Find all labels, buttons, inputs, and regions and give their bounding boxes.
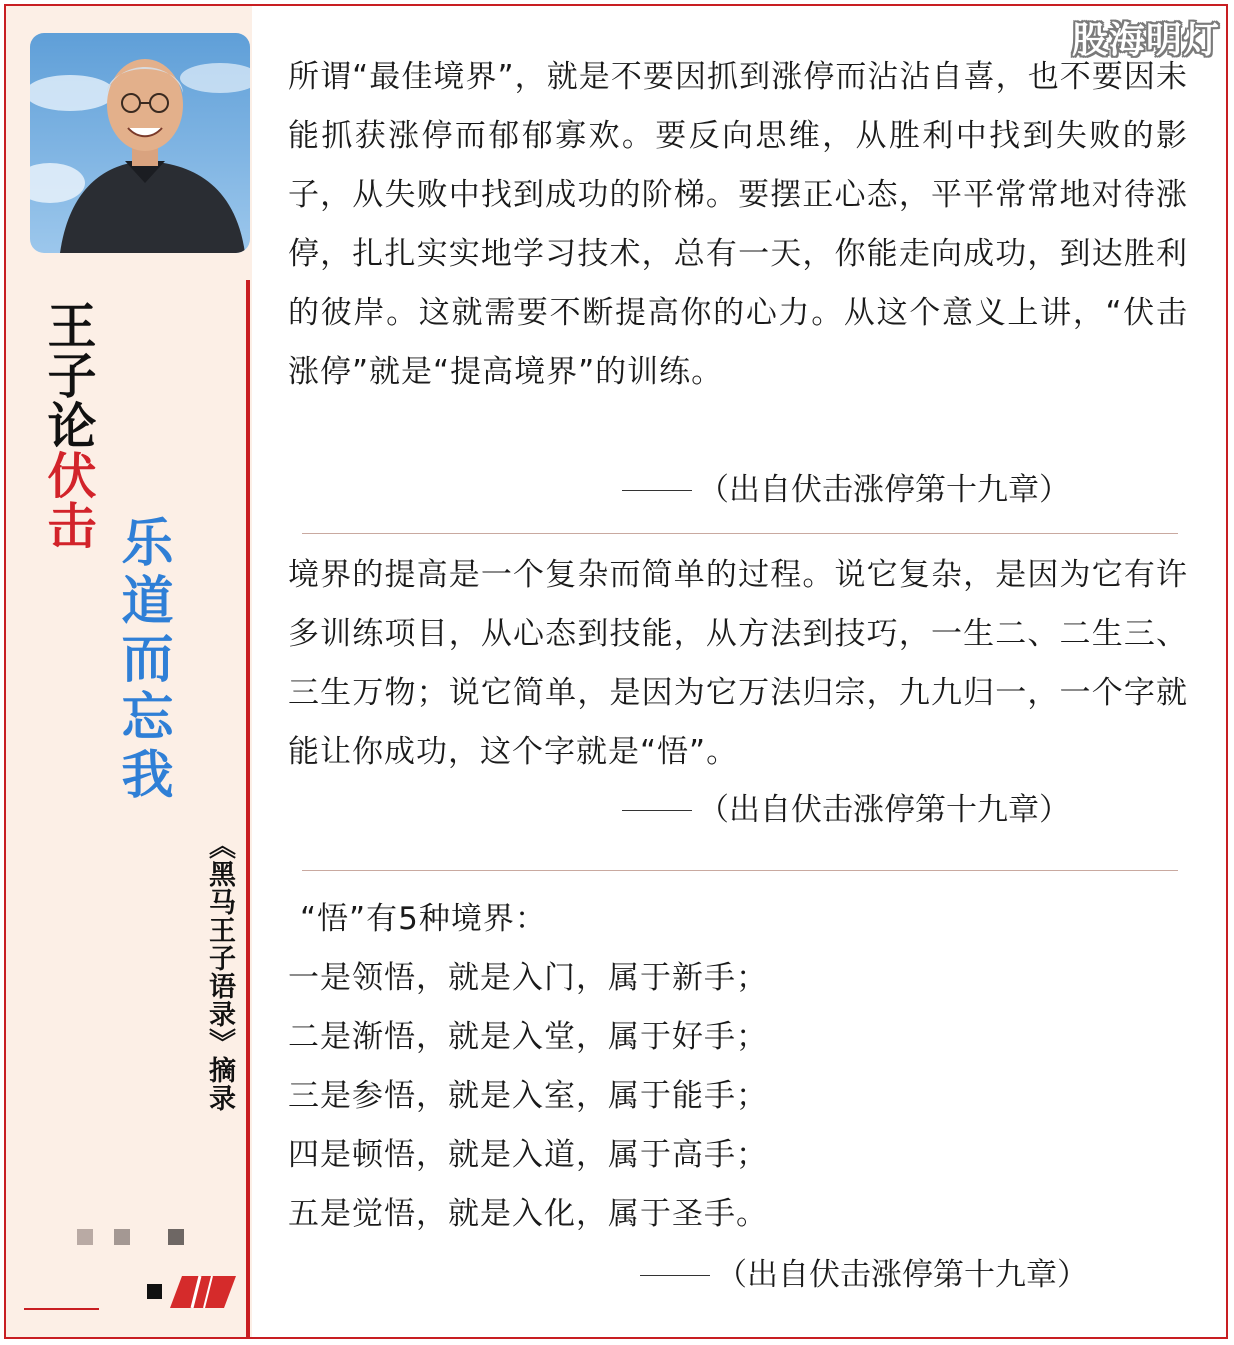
- decorative-square: [168, 1229, 184, 1245]
- section-divider: [302, 870, 1178, 871]
- paragraph-improve-state: 境界的提高是一个复杂而简单的过程。说它复杂，是因为它有许多训练项目，从心态到技能，从方法到技巧，一生二、二生三、三生万物；说它简单，是因为它万法归宗，九九归一，一个字就能让你成功，这个字就是“悟”。: [288, 557, 1188, 770]
- column-title-highlight: 伏击: [40, 450, 98, 550]
- decorative-square: [77, 1229, 93, 1245]
- citation-text: （出自伏击涨停第十九章）: [716, 1257, 1088, 1293]
- citation: [640, 1255, 1088, 1295]
- list-item: 三是参悟，就是入室，属于能手；: [288, 1078, 768, 1114]
- citation-text: （出自伏击涨停第十九章）: [698, 472, 1070, 508]
- citation-dash: [622, 490, 692, 491]
- list-item: 五是觉悟，就是入化，属于圣手。: [288, 1196, 768, 1232]
- sidebar-divider: [246, 280, 250, 1337]
- paragraph-best-state: 所谓“最佳境界”，就是不要因抓到涨停而沾沾自喜，也不要因未能抓获涨停而郁郁寡欢。要反向思维，从胜利中找到失败的影子，从失败中找到成功的阶梯。要摆正心态，平平常常地对待涨停，扎扎实实地学习技术，总有一天，你能走向成功，到达胜利的彼岸。这就需要不断提高你的心力。从这个意义上讲，“伏击涨停”就是“提高境界”的训练。: [288, 59, 1188, 390]
- column-subtitle: 乐道而忘我: [112, 515, 173, 805]
- citation: [622, 790, 1070, 830]
- main-content: [288, 48, 1188, 402]
- citation-text: （出自伏击涨停第十九章）: [698, 792, 1070, 828]
- enlightenment-intro: “悟”有5种境界：: [300, 901, 547, 937]
- column-title-main: 王子论: [40, 300, 98, 450]
- decorative-stripe-icon: [170, 1276, 236, 1308]
- column-title: [40, 300, 98, 550]
- section-divider: [302, 533, 1178, 534]
- list-item: 四是顿悟，就是入道，属于高手；: [288, 1137, 768, 1173]
- list-item: 二是渐悟，就是入堂，属于好手；: [288, 1019, 768, 1055]
- source-note: 《黑马王子语录》摘录: [204, 832, 235, 1112]
- decorative-square: [147, 1284, 162, 1299]
- watermark: 股海明灯: [1071, 20, 1220, 61]
- decorative-square: [114, 1229, 130, 1245]
- main-content: [288, 890, 1188, 1244]
- decorative-line: [24, 1308, 99, 1310]
- citation-dash: [622, 810, 692, 811]
- author-photo: [30, 33, 250, 253]
- citation: [622, 470, 1070, 510]
- citation-dash: [640, 1275, 710, 1276]
- main-content: [288, 546, 1188, 782]
- list-item: 一是领悟，就是入门，属于新手；: [288, 960, 768, 996]
